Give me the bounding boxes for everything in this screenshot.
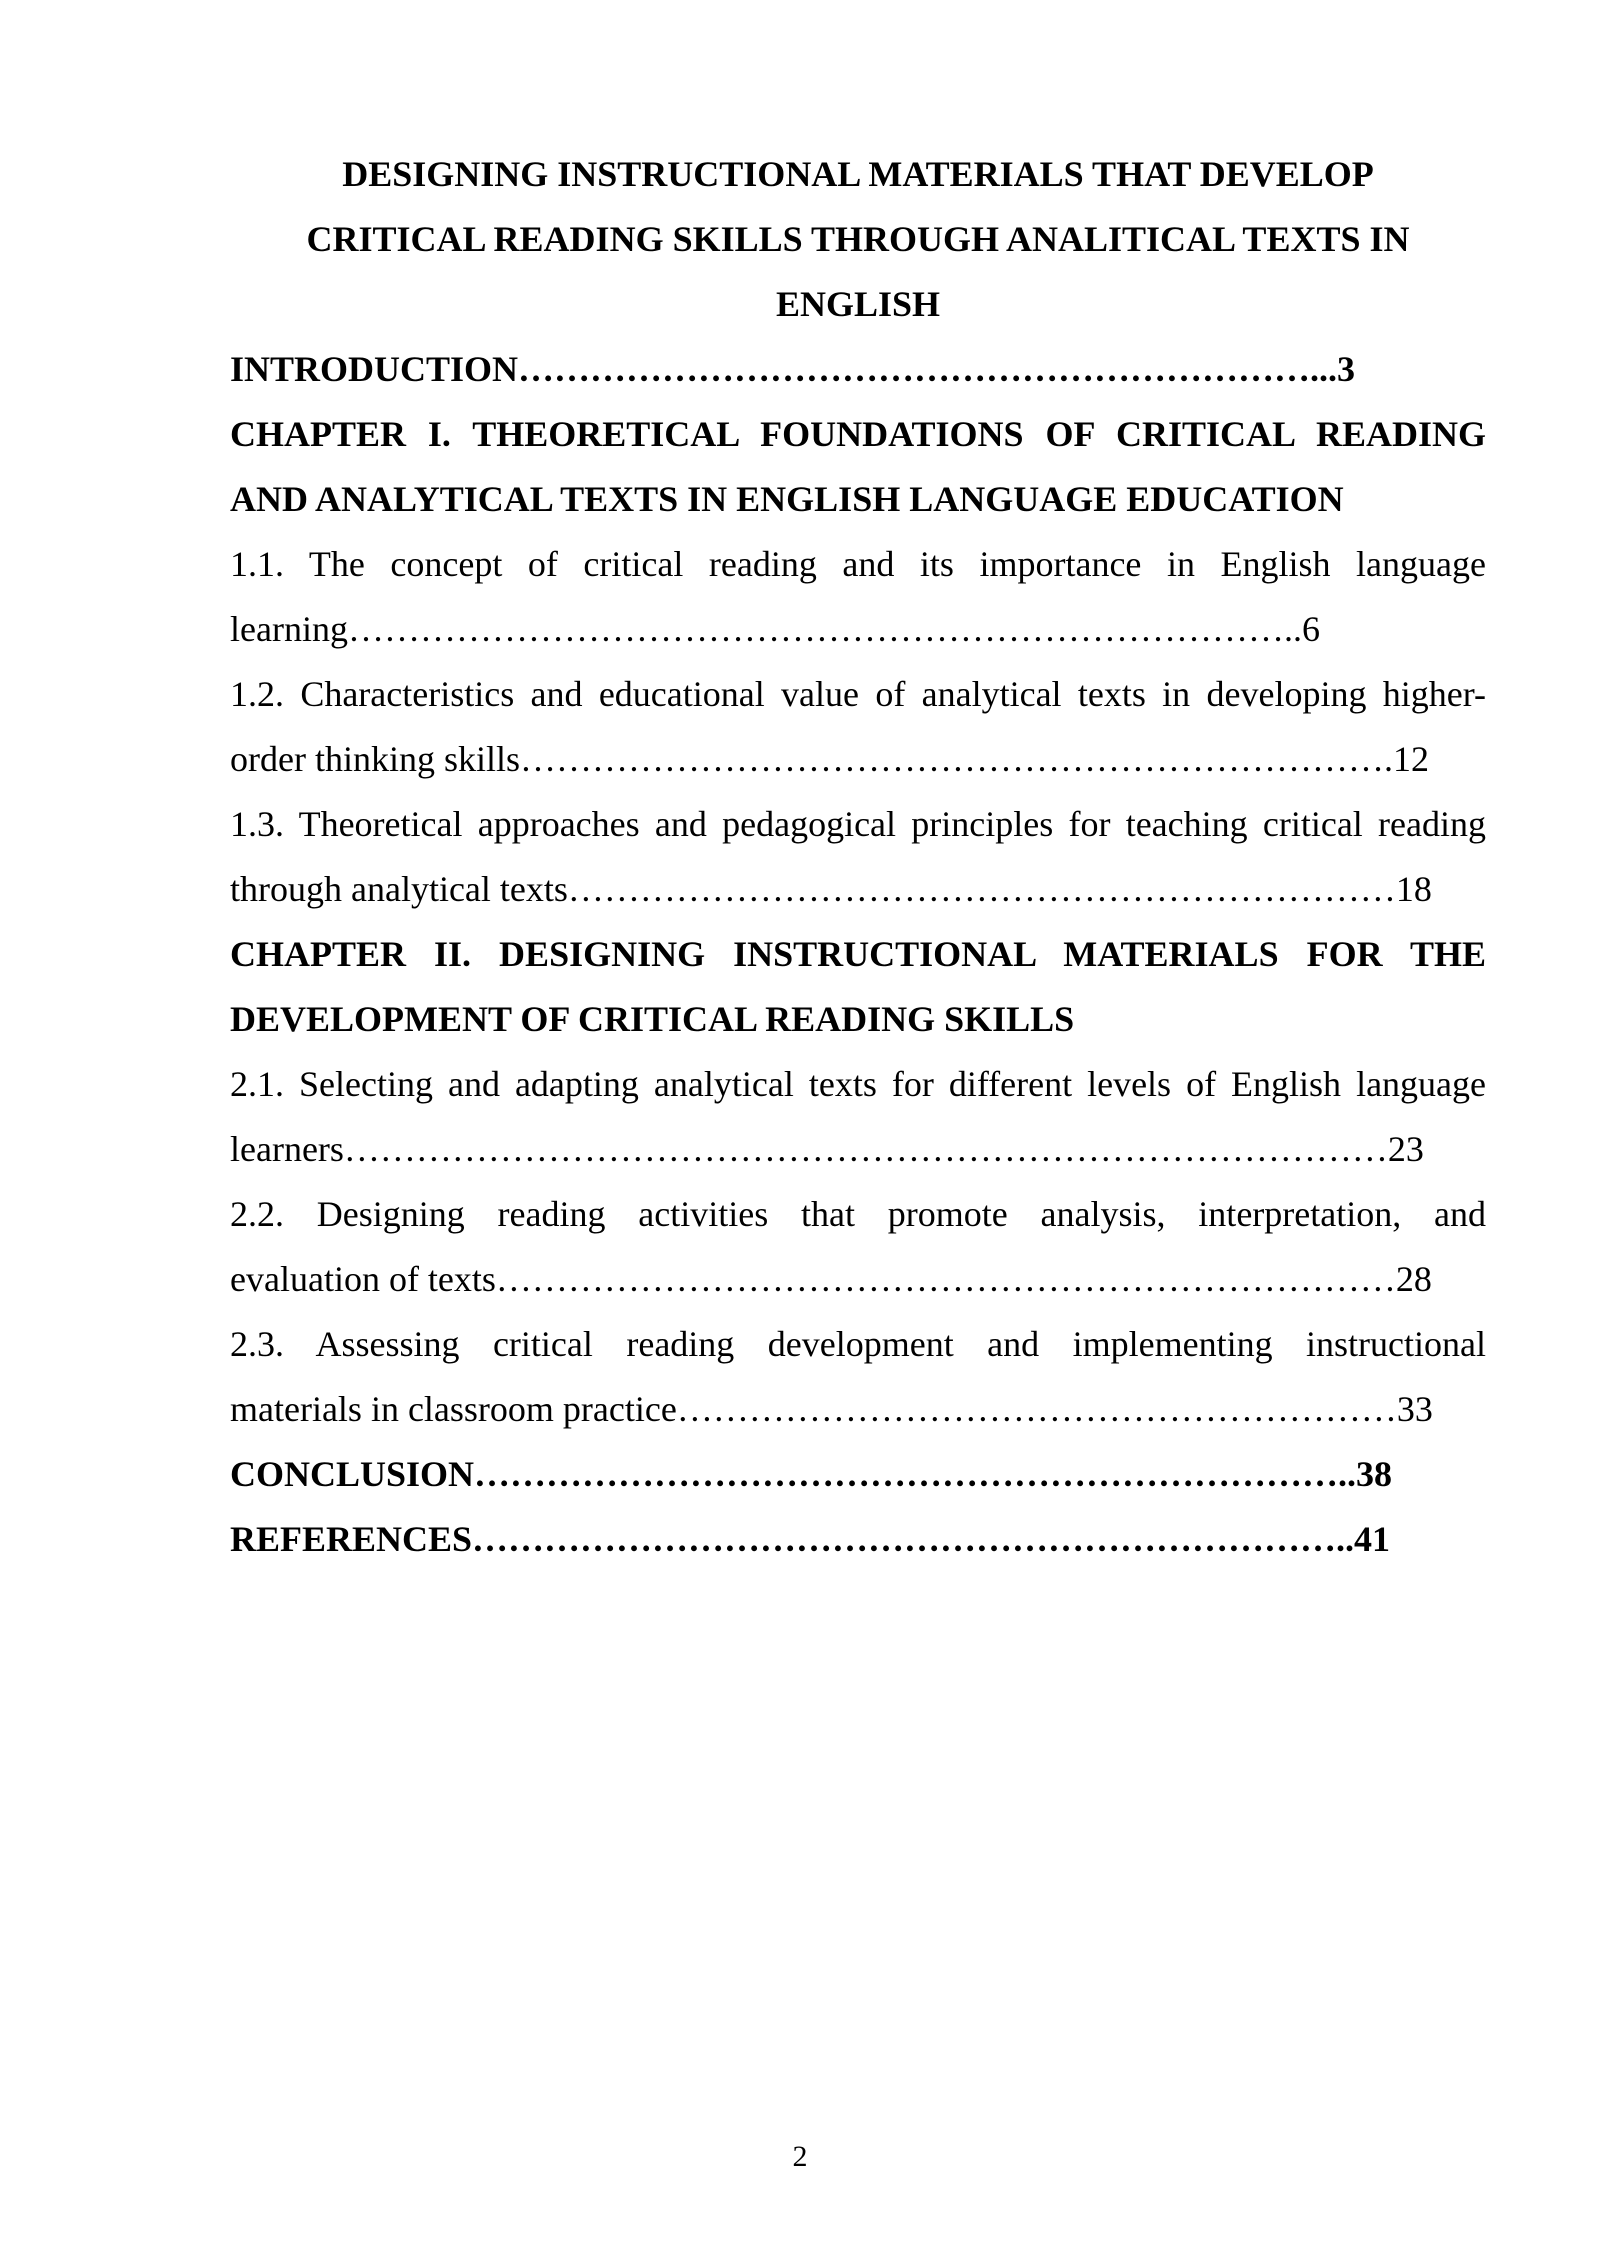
- toc-references: [230, 1507, 1486, 1572]
- toc-introduction-text: INTRODUCTION…………………………………………………………...3: [230, 349, 1356, 389]
- toc-section-1-2: [230, 662, 1486, 792]
- toc-section-1-1: [230, 532, 1486, 662]
- toc-chapter-1-line-2: AND ANALYTICAL TEXTS IN ENGLISH LANGUAGE EDUCATION: [230, 479, 1344, 519]
- toc-section-2-2: [230, 1182, 1486, 1312]
- toc-section-2-1: [230, 1052, 1486, 1182]
- toc-introduction: [230, 337, 1486, 402]
- toc-chapter-2-line-1: CHAPTER II. DESIGNING INSTRUCTIONAL MATERIALS FOR THE: [230, 934, 1486, 974]
- toc-section-1-1-line-1: 1.1. The concept of critical reading and its importance in English language: [230, 544, 1486, 584]
- toc-section-2-3-line-2: materials in classroom practice……………………………………………………33: [230, 1389, 1433, 1429]
- toc-section-1-3: [230, 792, 1486, 922]
- toc-section-2-1-line-2: learners……………………………………………………………………………23: [230, 1129, 1424, 1169]
- toc-conclusion: [230, 1442, 1486, 1507]
- toc-references-text: REFERENCES………………………………………………………………..41: [230, 1519, 1391, 1559]
- table-of-contents: [230, 337, 1486, 1572]
- toc-section-1-3-line-2: through analytical texts……………………………………………………………18: [230, 869, 1432, 909]
- toc-chapter-2: [230, 922, 1486, 1052]
- title-line-1: DESIGNING INSTRUCTIONAL MATERIALS THAT DEVELOP: [342, 154, 1374, 194]
- document-title: [230, 142, 1486, 337]
- toc-chapter-1-line-1: CHAPTER I. THEORETICAL FOUNDATIONS OF CRITICAL READING: [230, 414, 1486, 454]
- toc-section-2-2-line-1: 2.2. Designing reading activities that promote analysis, interpretation, and: [230, 1194, 1486, 1234]
- toc-section-2-3: [230, 1312, 1486, 1442]
- toc-section-1-3-line-1: 1.3. Theoretical approaches and pedagogical principles for teaching critical reading: [230, 804, 1486, 844]
- page-number: 2: [792, 2140, 808, 2173]
- toc-chapter-1: [230, 402, 1486, 532]
- toc-section-2-1-line-1: 2.1. Selecting and adapting analytical texts for different levels of English language: [230, 1064, 1486, 1104]
- toc-section-1-2-line-2: order thinking skills……………………………………………………………….12: [230, 739, 1429, 779]
- title-line-2: CRITICAL READING SKILLS THROUGH ANALITICAL TEXTS IN: [306, 219, 1410, 259]
- toc-section-2-3-line-1: 2.3. Assessing critical reading development and implementing instructional: [230, 1324, 1486, 1364]
- toc-section-2-2-line-2: evaluation of texts…………………………………………………………………28: [230, 1259, 1432, 1299]
- title-line-3: ENGLISH: [775, 284, 941, 324]
- toc-section-1-2-line-1: 1.2. Characteristics and educational value of analytical texts in developing higher-: [230, 674, 1486, 714]
- toc-section-1-1-line-2: learning……………………………………………………………………..6: [230, 609, 1320, 649]
- toc-chapter-2-line-2: DEVELOPMENT OF CRITICAL READING SKILLS: [230, 999, 1075, 1039]
- toc-conclusion-text: CONCLUSION………………………………………………………………..38: [230, 1454, 1393, 1494]
